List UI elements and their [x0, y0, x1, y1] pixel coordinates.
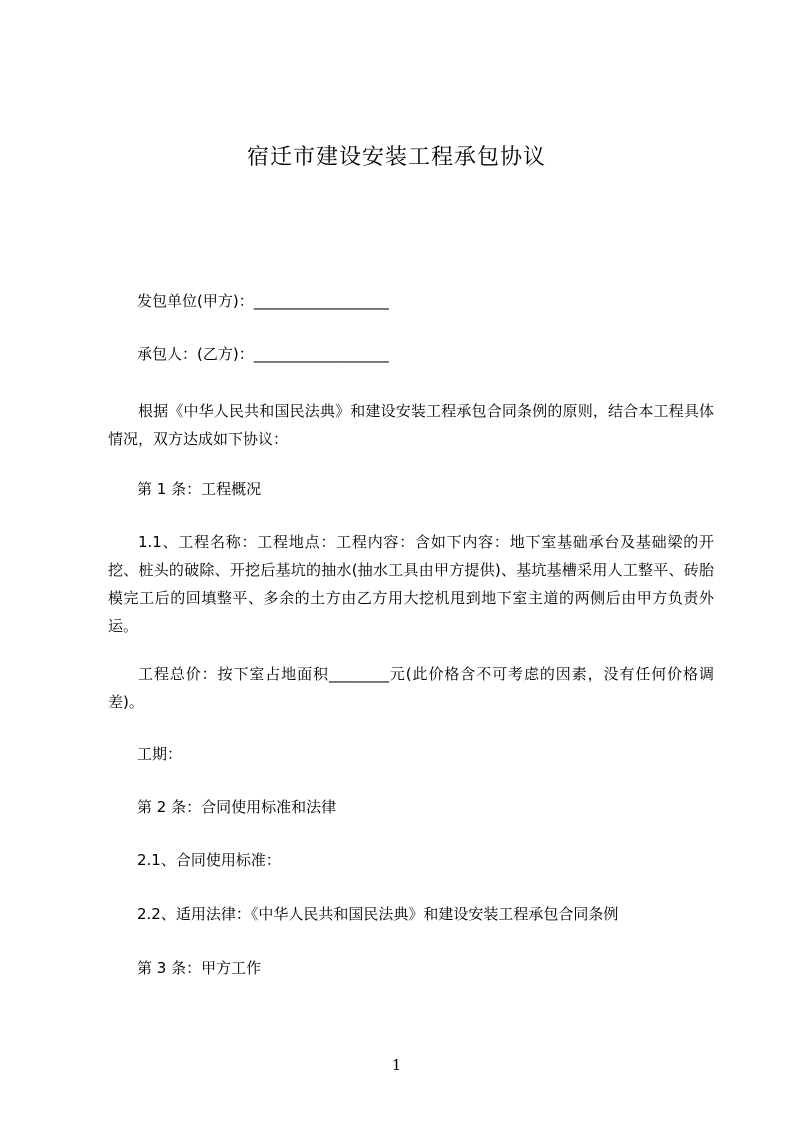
- page-number: 1: [391, 1056, 402, 1074]
- party-a-line: 发包单位(甲方)：__________________: [137, 292, 389, 310]
- party-b-line: 承包人：(乙方)：__________________: [137, 345, 389, 363]
- article-2-1: 2.1、合同使用标准：: [137, 851, 281, 869]
- article-2-heading: 第 2 条：合同使用标准和法律: [137, 798, 337, 816]
- article-2-2: 2.2、适用法律：《中华人民共和国民法典》和建设安装工程承包合同条例: [137, 905, 619, 923]
- total-price-paragraph: 工程总价：按下室占地面积________元(此价格含不可考虑的因素，没有任何价格调差)。: [108, 665, 714, 711]
- article-3-heading: 第 3 条：甲方工作: [137, 959, 262, 977]
- construction-period: 工期：: [137, 745, 183, 763]
- article-1-heading: 第 1 条：工程概况: [137, 480, 262, 498]
- intro-paragraph: 根据《中华人民共和国民法典》和建设安装工程承包合同条例的原则，结合本工程具体情况，双方达成如下协议：: [108, 402, 714, 448]
- article-1-1-paragraph: 1.1、工程名称：工程地点：工程内容：含如下内容：地下室基础承台及基础梁的开挖、桩头的破除、开挖后基坑的抽水(抽水工具由甲方提供)、基坑基槽采用人工整平、砖胎模完工后的回填整平、多余的土方由乙方用大挖机甩到地下室主道的两侧后由甲方负责外运。: [108, 533, 714, 635]
- document-title: 宿迁市建设安装工程承包协议: [246, 145, 546, 170]
